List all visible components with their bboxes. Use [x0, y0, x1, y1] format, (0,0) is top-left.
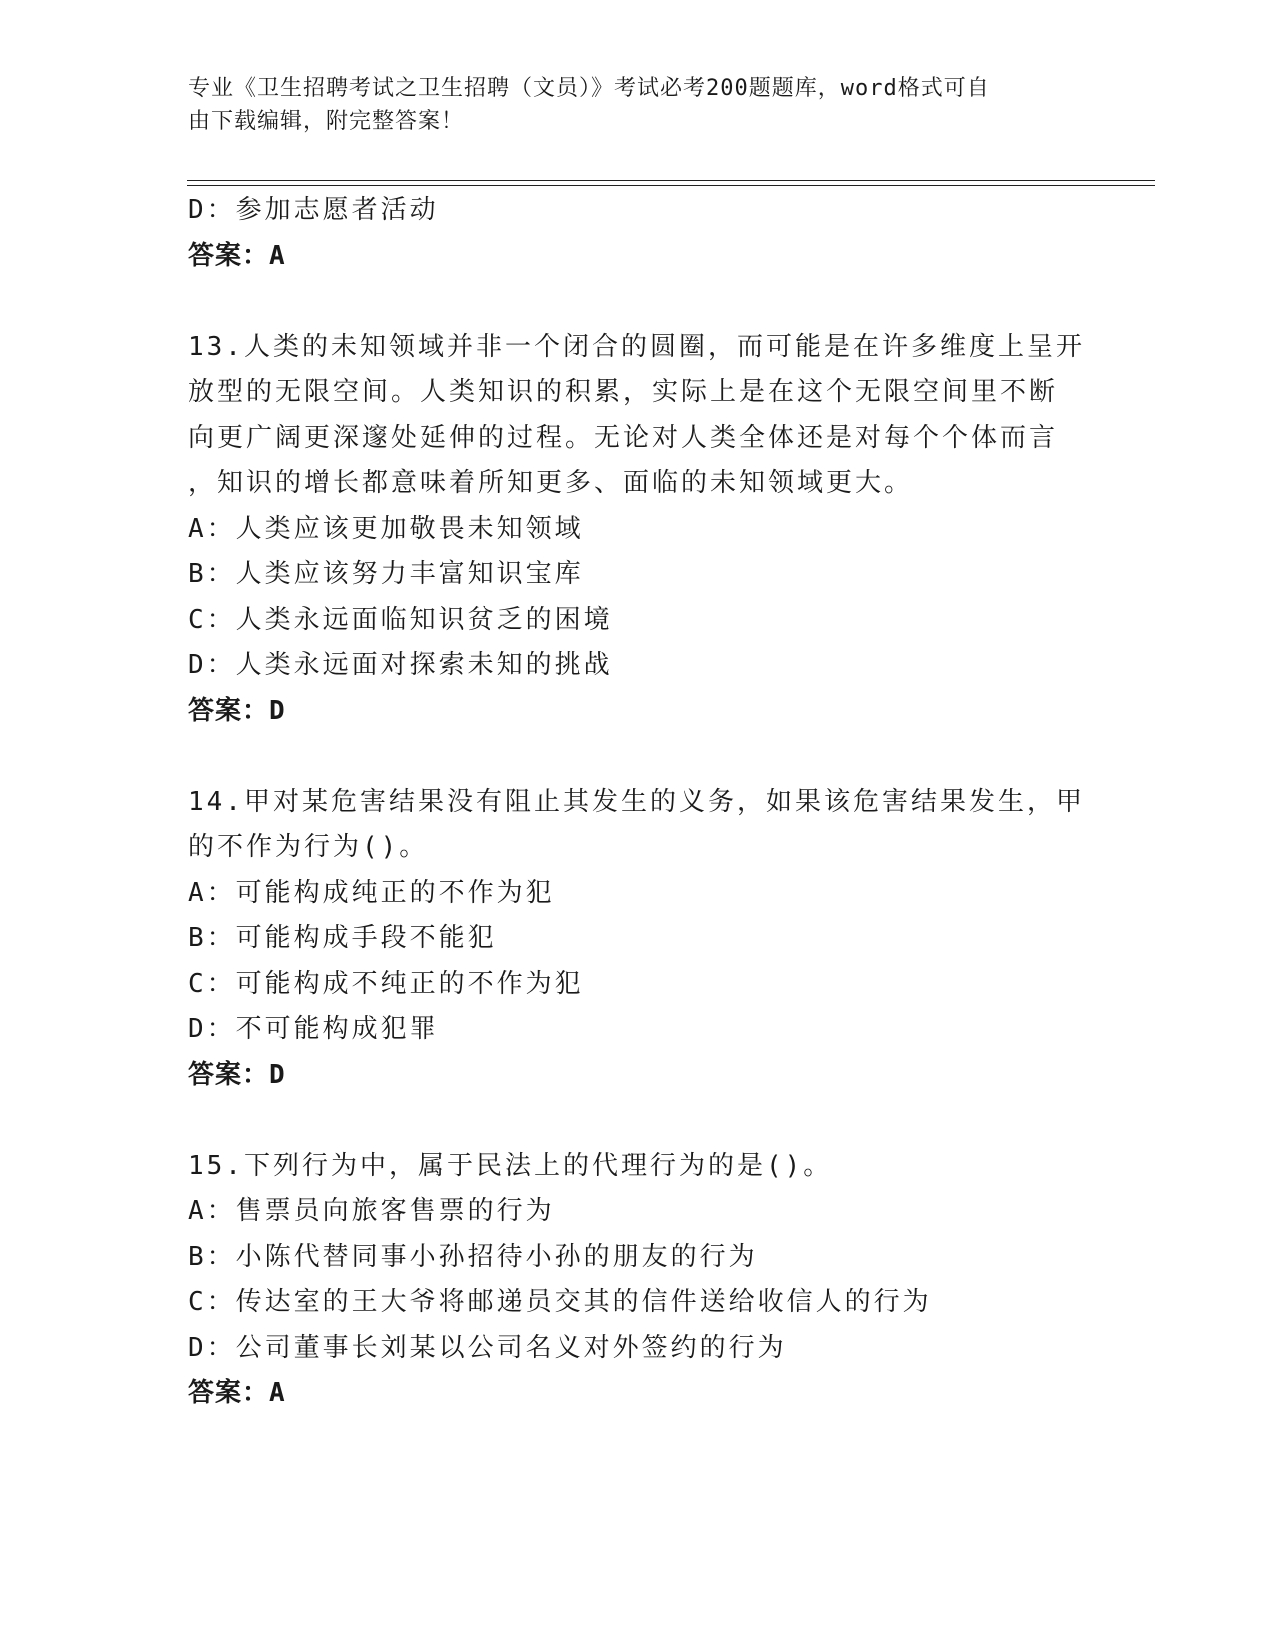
option-c: C：人类永远面临知识贫乏的困境 — [188, 604, 613, 635]
answer: 答案：A — [188, 240, 286, 271]
spacer — [188, 1098, 1088, 1144]
option-b: B：人类应该努力丰富知识宝库 — [188, 559, 584, 589]
option-a: A：可能构成纯正的不作为犯 — [188, 877, 555, 908]
option-d: D：不可能构成犯罪 — [188, 1014, 439, 1044]
header-divider-bottom — [187, 185, 1155, 186]
question-stem-line: 15.下列行为中，属于民法上的代理行为的是()。 — [188, 1150, 833, 1181]
header-line-1: 专业《卫生招聘考试之卫生招聘（文员）》考试必考200题题库，word格式可自 — [188, 76, 990, 101]
header-divider-top — [187, 180, 1155, 181]
question-stem-line: 向更广阔更深邃处延伸的过程。无论对人类全体还是对每个个体而言 — [188, 422, 1059, 453]
question-stem-line: 放型的无限空间。人类知识的积累，实际上是在这个无限空间里不断 — [188, 377, 1059, 407]
document-header — [188, 72, 1068, 138]
option-b: B：可能构成手段不能犯 — [188, 923, 497, 953]
question-stem-line: ，知识的增长都意味着所知更多、面临的未知领域更大。 — [188, 468, 914, 498]
option-d: D：公司董事长刘某以公司名义对外签约的行为 — [188, 1332, 787, 1363]
header-line-2: 由下载编辑，附完整答案！ — [188, 109, 465, 134]
question-stem-line: 14.甲对某危害结果没有阻止其发生的义务，如果该危害结果发生，甲 — [188, 786, 1085, 817]
question-13 — [188, 325, 1088, 735]
question-content — [188, 188, 1088, 1417]
option-a: A：人类应该更加敬畏未知领域 — [188, 513, 584, 544]
answer: 答案：D — [188, 695, 286, 726]
option-b: B：小陈代替同事小孙招待小孙的朋友的行为 — [188, 1241, 758, 1272]
answer: 答案：D — [188, 1059, 286, 1090]
question-15 — [188, 1144, 1088, 1417]
option-a: A：售票员向旅客售票的行为 — [188, 1196, 555, 1226]
spacer — [188, 734, 1088, 780]
spacer — [188, 279, 1088, 325]
question-14 — [188, 780, 1088, 1099]
question-stem-line: 的不作为行为()。 — [188, 832, 429, 862]
option-d: D：参加志愿者活动 — [188, 195, 439, 225]
answer: 答案：A — [188, 1378, 286, 1408]
question-stem-line: 13.人类的未知领域并非一个闭合的圆圈，而可能是在许多维度上呈开 — [188, 331, 1085, 362]
option-d: D：人类永远面对探索未知的挑战 — [188, 650, 613, 680]
option-c: C：可能构成不纯正的不作为犯 — [188, 968, 584, 999]
option-c: C：传达室的王大爷将邮递员交其的信件送给收信人的行为 — [188, 1287, 932, 1317]
